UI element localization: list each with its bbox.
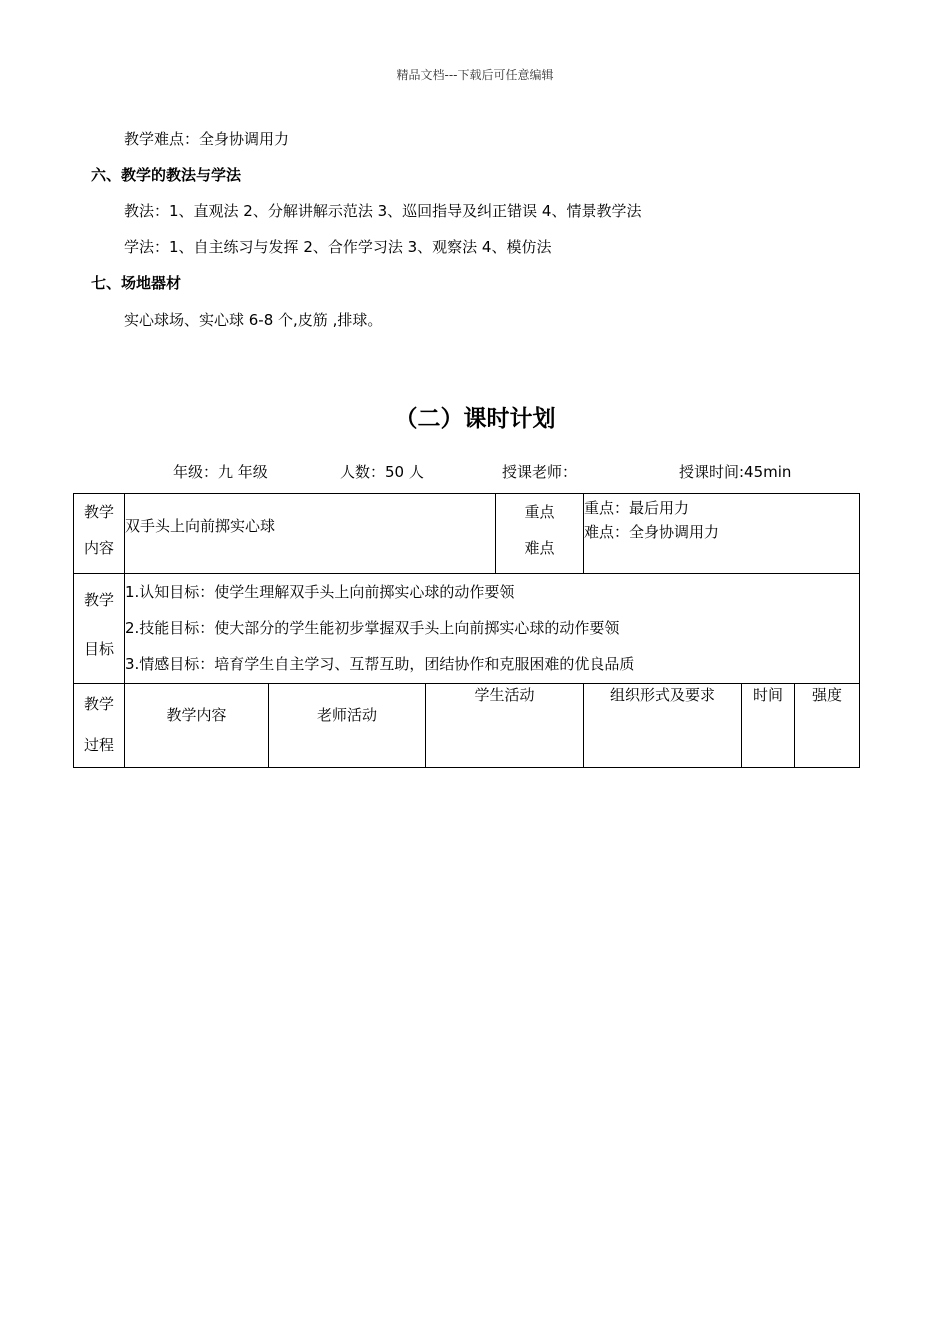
content-value: 双手头上向前掷实心球 [125, 517, 276, 535]
section-7-heading: 七、场地器材 [91, 274, 182, 292]
column-teaching-content: 教学内容 [125, 684, 269, 768]
lesson-plan-title: （二）课时计划 [394, 406, 556, 432]
column-student-activity: 学生活动 [426, 684, 584, 768]
goal-skill: 2.技能目标：使大部分的学生能初步掌握双手头上向前掷实心球的动作要领 [125, 619, 620, 637]
column-teacher-activity: 老师活动 [269, 684, 426, 768]
column-time: 时间 [742, 684, 795, 768]
goal-affective: 3.情感目标：培育学生自主学习、互帮互助，团结协作和克服困难的优良品质 [125, 655, 635, 673]
process-label-2: 过程 [83, 736, 114, 754]
teacher-info: 授课老师： [502, 463, 578, 481]
content-row [74, 494, 860, 574]
teaching-method-line: 教法：1、直观法 2、分解讲解示范法 3、巡回指导及纠正错误 4、情景教学法 [124, 202, 642, 220]
key-difficult-label-cell [496, 494, 584, 574]
key-difficult-value-cell [584, 494, 860, 574]
content-label-1: 教学 [83, 503, 114, 521]
section-6-heading: 六、教学的教法与学法 [91, 166, 242, 184]
goal-cognitive: 1.认知目标：使学生理解双手头上向前掷实心球的动作要领 [125, 583, 515, 601]
teaching-difficulty-line: 教学难点：全身协调用力 [124, 130, 290, 148]
student-count-info: 人数：50 人 [340, 463, 424, 481]
goals-row [74, 574, 860, 684]
lesson-plan-table [73, 493, 860, 768]
learning-method-line: 学法：1、自主练习与发挥 2、合作学习法 3、观察法 4、模仿法 [124, 238, 552, 256]
content-label-2: 内容 [83, 539, 114, 557]
content-label-cell [74, 494, 125, 574]
process-label-1: 教学 [83, 695, 114, 713]
page-header: 精品文档---下载后可任意编辑 [396, 68, 554, 82]
duration-info: 授课时间:45min [679, 463, 792, 481]
process-row [74, 684, 860, 768]
column-intensity: 强度 [795, 684, 860, 768]
column-organization: 组织形式及要求 [584, 684, 742, 768]
goals-label-cell [74, 574, 125, 684]
goals-cell [125, 574, 860, 684]
process-label-cell [74, 684, 125, 768]
equipment-line: 实心球场、实心球 6-8 个,皮筋 ,排球。 [124, 311, 383, 329]
difficult-label: 难点 [524, 539, 555, 557]
goals-label-2: 目标 [83, 640, 114, 658]
key-label: 重点 [524, 503, 555, 521]
goals-label-1: 教学 [83, 591, 114, 609]
difficult-point: 难点：全身协调用力 [584, 523, 720, 541]
grade-info: 年级：九 年级 [173, 463, 268, 481]
content-value-cell [125, 494, 496, 574]
key-point: 重点：最后用力 [584, 499, 690, 517]
